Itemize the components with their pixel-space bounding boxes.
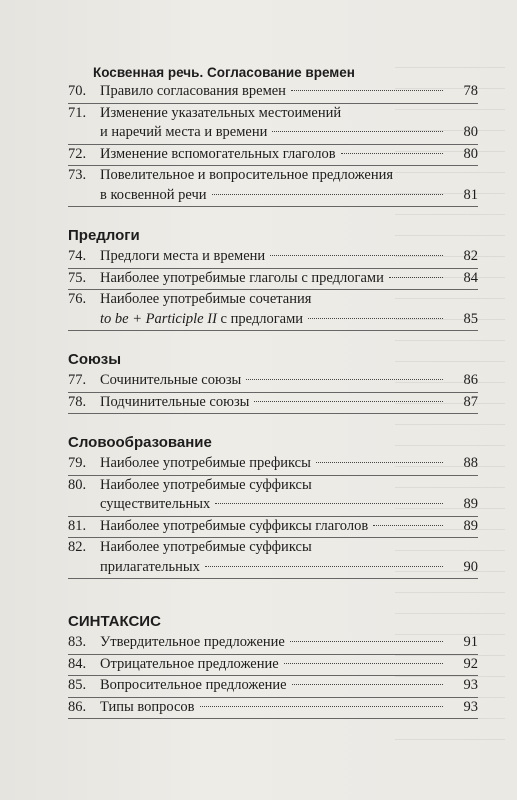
entry-number: 83. [68,634,87,650]
entry-line [68,166,478,186]
entry-number: 78. [68,393,87,410]
dot-leader [284,663,443,664]
entry-line [68,290,478,310]
toc-entry [68,538,478,579]
entry-title: существительных [100,496,211,512]
section-heading: Словообразование [68,434,212,451]
entry-line [68,393,478,413]
entry-line [68,538,478,558]
entry-number: 71. [68,104,87,121]
entry-line [68,676,478,696]
dot-leader [389,277,443,278]
entry-title: to be + Participle II с предлогами [100,310,304,327]
page-number: 89 [463,496,478,512]
entry-number: 86. [68,698,87,715]
entry-line [68,269,478,289]
entry-number: 80. [68,476,87,493]
dot-leader [290,641,443,642]
entry-line [68,476,478,496]
entry-divider [68,206,478,207]
entry-line [68,186,478,206]
entry-divider [68,718,478,719]
entry-number: 75. [68,269,87,286]
entry-title: Наиболее употребимые суффиксы глаголов [100,517,369,534]
entry-number: 74. [68,248,87,264]
entry-line [68,655,478,675]
toc-entry [68,676,478,698]
toc-entry [68,517,478,539]
entry-title: Отрицательное предложение [100,655,279,672]
entry-divider [68,413,478,414]
entry-line [68,247,478,267]
page-number: 84 [463,269,478,286]
entry-number: 73. [68,167,87,183]
page-number: 80 [463,145,478,162]
dot-leader [200,706,443,707]
toc-entry [68,633,478,655]
toc-entry [68,247,478,269]
dot-leader [308,318,443,319]
page-number: 82 [463,248,478,264]
page-number: 92 [463,655,478,672]
toc-entry [68,393,478,415]
table-of-contents [68,64,478,719]
entry-divider [68,578,478,579]
page-number: 89 [463,517,478,534]
entry-number: 82. [68,539,87,555]
entry-line [68,454,478,474]
section-heading: Предлоги [68,227,140,244]
dot-leader [215,503,443,504]
dot-leader [205,566,443,567]
dot-leader [246,379,443,380]
entry-divider [68,330,478,331]
dot-leader [373,525,443,526]
entry-line [68,145,478,165]
entry-title: Изменение указательных местоимений [100,104,342,121]
entry-line [68,495,478,515]
toc-entry [68,290,478,331]
toc-entry [68,371,478,393]
entry-title: Сочинительные союзы [100,372,242,388]
page-number: 93 [463,677,478,693]
entry-line [68,310,478,330]
entry-number: 76. [68,291,87,307]
entry-title: Наиболее употребимые суффиксы [100,539,312,555]
entry-title: Подчинительные союзы [100,393,250,410]
dot-leader [341,153,443,154]
entry-title: Утвердительное предложение [100,634,285,650]
entry-number: 72. [68,145,87,162]
entry-line [68,698,478,718]
dot-leader [316,462,443,463]
dot-leader [212,194,443,195]
entry-line [68,633,478,653]
entry-line [68,558,478,578]
dot-leader [270,255,443,256]
entry-title: Наиболее употребимые сочетания [100,291,312,307]
page-number: 91 [463,634,478,650]
page-number: 81 [463,186,478,203]
page-number: 80 [463,124,478,140]
dot-leader [292,684,443,685]
page-number: 85 [463,310,478,327]
entry-title: в косвенной речи [100,186,207,203]
toc-entry [68,698,478,720]
toc-entry [68,166,478,207]
entry-title: Наиболее употребимые суффиксы [100,476,312,493]
entry-line [68,371,478,391]
section-heading: СИНТАКСИС [68,613,161,630]
entry-line [68,104,478,124]
page-number: 78 [463,83,478,99]
entry-title: Вопросительное предложение [100,677,287,693]
section-heading: Косвенная речь. Согласование времен [93,65,355,80]
entry-number: 84. [68,655,87,672]
entry-title: Наиболее употребимые префиксы [100,455,311,471]
section-heading: Союзы [68,351,122,368]
entry-title: и наречий места и времени [100,124,268,140]
toc-entry [68,454,478,476]
entry-line [68,123,478,143]
entry-title: Типы вопросов [100,698,195,715]
entry-title: Наиболее употребимые глаголы с предлогами [100,269,384,286]
entry-title: прилагательных [100,558,200,575]
entry-line [68,517,478,537]
page-number: 90 [463,558,478,575]
dot-leader [254,401,443,402]
page-number: 86 [463,372,478,388]
toc-entry [68,269,478,291]
toc-entry [68,82,478,104]
dot-leader [291,90,443,91]
toc-entry [68,476,478,517]
entry-number: 85. [68,677,87,693]
entry-number: 79. [68,455,87,471]
entry-number: 70. [68,83,87,99]
toc-entry [68,655,478,677]
entry-number: 81. [68,517,87,534]
toc-entry [68,104,478,145]
page-number: 93 [463,698,478,715]
entry-number: 77. [68,372,87,388]
entry-title: Изменение вспомогательных глаголов [100,145,336,162]
toc-entry [68,145,478,167]
page-number: 88 [463,455,478,471]
entry-title: Правило согласования времен [100,83,286,99]
dot-leader [272,131,443,132]
page-number: 87 [463,393,478,410]
entry-title: Предлоги места и времени [100,248,266,264]
entry-line [68,82,478,102]
entry-title: Повелительное и вопросительное предложения [100,167,394,183]
